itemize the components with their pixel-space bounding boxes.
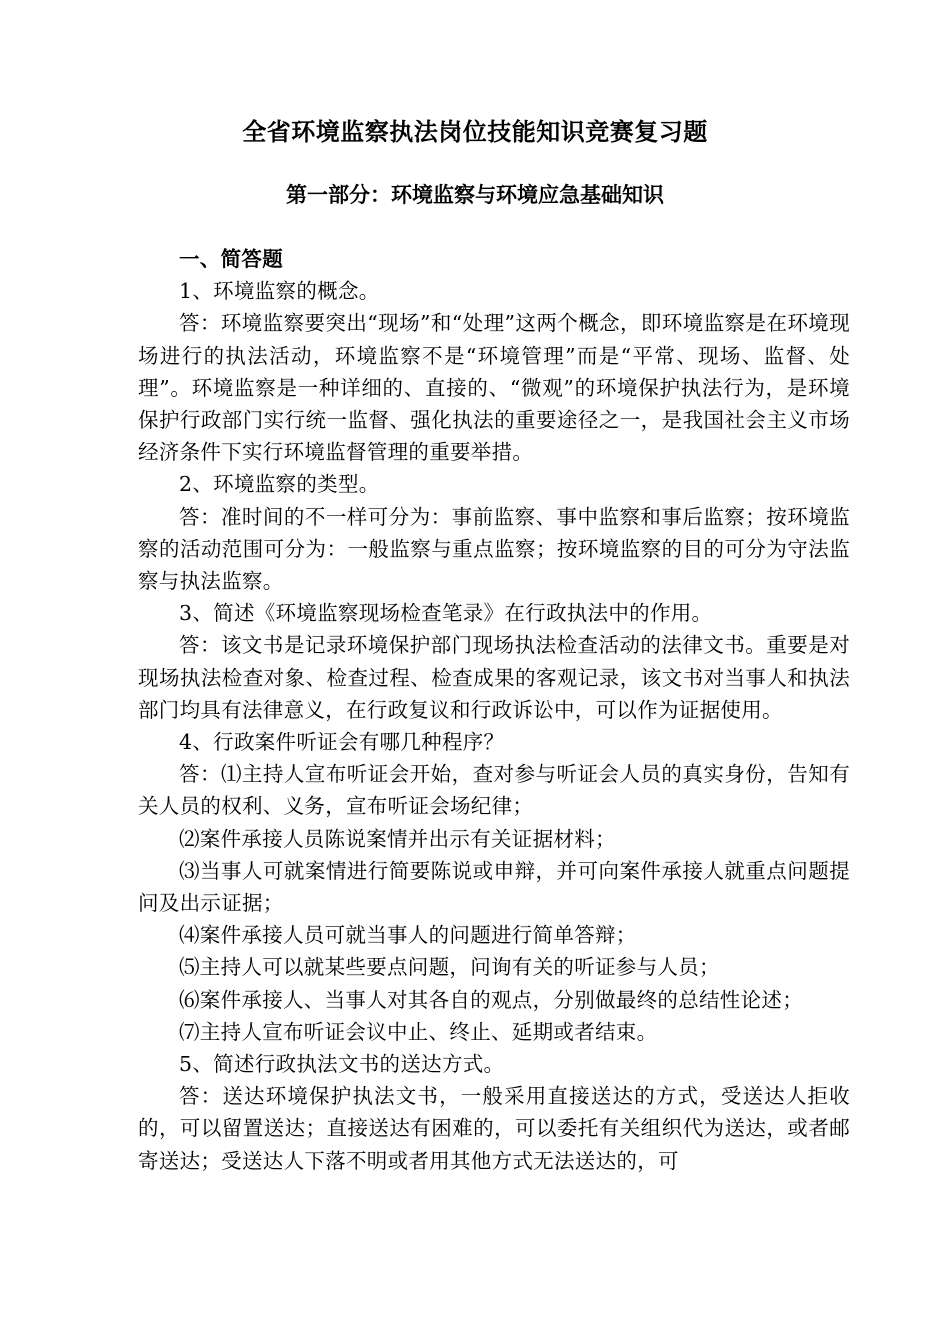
answer-4-step-1: 答：⑴主持人宣布听证会开始，查对参与听证会人员的真实身份，告知有关人员的权利、义务，宣布听证会场纪律； xyxy=(138,762,850,819)
document-body xyxy=(138,243,850,1177)
question-5: 5、简述行政执法文书的送达方式。 xyxy=(179,1052,505,1077)
answer-4-step-6: ⑹案件承接人、当事人对其各自的观点，分别做最终的总结性论述； xyxy=(179,987,803,1012)
answer-4-step-5: ⑸主持人可以就某些要点问题，问询有关的听证参与人员； xyxy=(179,955,720,980)
answer-5: 答：送达环境保护执法文书，一般采用直接送达的方式，受送达人拒收的，可以留置送达；直接送达有困难的，可以委托有关组织代为送达，或者邮寄送达；受送达人下落不明或者用其他方式无法送达的，可 xyxy=(138,1084,850,1173)
question-2: 2、环境监察的类型。 xyxy=(179,472,380,497)
question-4: 4、行政案件听证会有哪几种程序？ xyxy=(179,730,505,755)
document-title: 全省环境监察执法岗位技能知识竞赛复习题 xyxy=(242,117,708,146)
document-subtitle: 第一部分：环境监察与环境应急基础知识 xyxy=(286,182,664,207)
answer-1: 答：环境监察要突出“现场”和“处理”这两个概念，即环境监察是在环境现场进行的执法活动，环境监察不是“环境管理”而是“平常、现场、监督、处理”。环境监察是一种详细的、直接的、“微观”的环境保护执法行为，是环境保护行政部门实行统一监督、强化执法的重要途径之一，是我国社会主义市场经济条件下实行环境监督管理的重要举措。 xyxy=(138,311,850,465)
question-1: 1、环境监察的概念。 xyxy=(179,279,380,304)
section-heading: 一、简答题 xyxy=(179,247,283,271)
answer-4-step-4: ⑷案件承接人员可就当事人的问题进行简单答辩； xyxy=(179,923,637,948)
answer-2: 答：准时间的不一样可分为：事前监察、事中监察和事后监察；按环境监察的活动范围可分为：一般监察与重点监察；按环境监察的目的可分为守法监察与执法监察。 xyxy=(138,504,850,594)
answer-4-step-7: ⑺主持人宣布听证会议中止、终止、延期或者结束。 xyxy=(179,1019,658,1044)
answer-3: 答：该文书是记录环境保护部门现场执法检查活动的法律文书。重要是对现场执法检查对象、检查过程、检查成果的客观记录，该文书对当事人和执法部门均具有法律意义，在行政复议和行政诉讼中，可以作为证据使用。 xyxy=(138,633,850,722)
answer-4-step-2: ⑵案件承接人员陈说案情并出示有关证据材料； xyxy=(179,826,616,851)
question-3: 3、简述《环境监察现场检查笔录》在行政执法中的作用。 xyxy=(179,601,713,626)
answer-4-step-3: ⑶当事人可就案情进行简要陈说或申辩，并可向案件承接人就重点问题提问及出示证据； xyxy=(138,858,850,916)
